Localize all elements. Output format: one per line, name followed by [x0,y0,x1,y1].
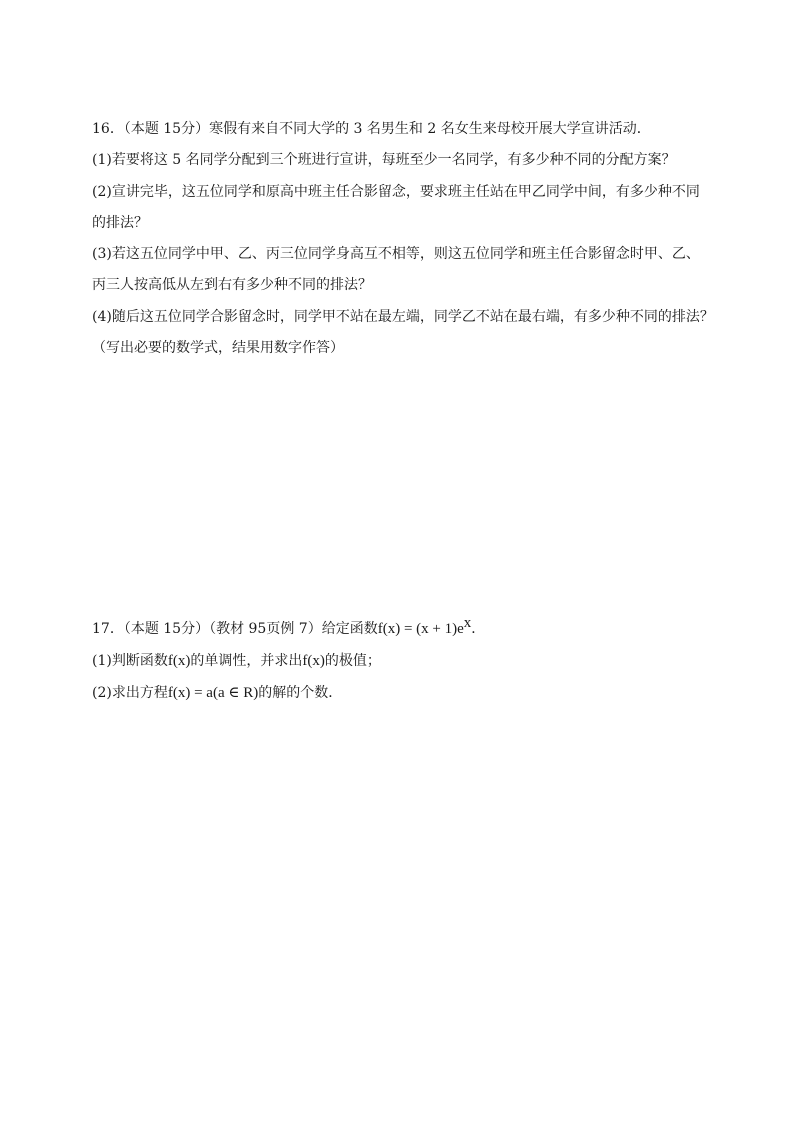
q17-part1 [92,651,381,671]
q16-part2-line2: 的排法？ [92,215,148,231]
q17-part1-text-b: 的单调性，并求出 [190,653,303,669]
q16-note: （写出必要的数学式，结果用数字作答） [92,340,344,356]
q16-part3-line2: 丙三人按高低从左到右有多少种不同的排法？ [92,277,372,293]
q17-part2-text-a: (2)求出方程 [92,685,168,701]
q17-part1-text-a: (1)判断函数 [92,653,168,669]
q16-part3-line1: (3)若这五位同学中甲、乙、丙三位同学身高互不相等，则这五位同学和班主任合影留念时甲、乙、 [92,246,700,262]
q17-header-text: 17．（本题 15分）（教材 95页例 7）给定函数 [92,621,378,637]
q17-header-end: ． [471,621,486,637]
q17-exponent: x [463,615,472,631]
q17-part1-math-2: f(x) [302,653,325,669]
q17-part1-text-c: 的极值； [324,653,381,669]
q17-part2-math: f(x) = a(a ∈ R) [167,685,259,701]
q17-header [92,615,486,639]
q17-part2 [92,683,342,703]
q17-function-formula: f(x) = (x + 1)e [377,621,464,637]
q16-part1: (1)若要将这 5 名同学分配到三个班进行宣讲，每班至少一名同学，有多少种不同的分配方案？ [92,152,676,168]
q17-part1-math-1: f(x) [167,653,191,669]
q16-header: 16．（本题 15分）寒假有来自不同大学的 3 名男生和 2 名女生来母校开展大学宣讲活动． [92,121,651,137]
q16-part4: (4)随后这五位同学合影留念时，同学甲不站在最左端，同学乙不站在最右端，有多少种不同的排法？ [92,309,714,325]
q16-part2-line1: (2)宣讲完毕，这五位同学和原高中班主任合影留念，要求班主任站在甲乙同学中间，有多少种不同 [92,184,700,200]
q17-part2-text-b: 的解的个数． [258,685,343,701]
